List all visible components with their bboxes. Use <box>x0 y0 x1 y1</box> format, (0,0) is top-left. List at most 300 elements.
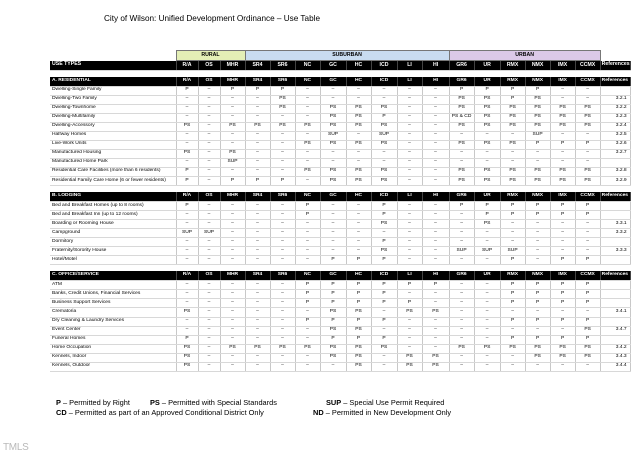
permission-cell: PS <box>295 122 320 131</box>
reference-cell: 3.2.4 <box>600 122 630 131</box>
permission-cell: – <box>575 149 600 158</box>
permission-cell: PS <box>320 167 346 176</box>
use-type-name: Residential Family Care Home (6 or fewer residents) <box>50 176 176 185</box>
permission-cell: P <box>550 281 575 290</box>
permission-cell: PS <box>371 220 397 229</box>
permission-cell: P <box>500 299 525 308</box>
permission-cell: PS <box>525 113 550 122</box>
use-type-name: Bed and Breakfast Inn (up to 12 rooms) <box>50 211 176 220</box>
section-column-label: GC <box>320 77 346 87</box>
permission-cell: P <box>295 290 320 299</box>
permission-cell: – <box>550 326 575 335</box>
permission-cell: – <box>270 362 295 371</box>
permission-cell: – <box>449 299 474 308</box>
legend-ps: PS – Permitted with Special Standards <box>150 398 277 407</box>
permission-cell: – <box>397 211 422 220</box>
permission-cell: – <box>397 247 422 256</box>
permission-cell: – <box>449 290 474 299</box>
section-column-label: CCMX <box>575 77 600 87</box>
permission-cell: – <box>422 140 449 149</box>
permission-cell: P <box>270 176 295 185</box>
permission-cell: PS <box>525 122 550 131</box>
permission-cell: P <box>176 176 198 185</box>
permission-cell: – <box>245 353 270 362</box>
permission-cell: – <box>474 149 500 158</box>
permission-cell: P <box>550 211 575 220</box>
table-row <box>50 299 630 308</box>
permission-cell: – <box>422 326 449 335</box>
section-references-label: References <box>600 77 630 87</box>
permission-cell: PS <box>320 344 346 353</box>
permission-cell: – <box>270 247 295 256</box>
permission-cell: – <box>449 220 474 229</box>
permission-cell: – <box>371 149 397 158</box>
permission-cell: – <box>176 290 198 299</box>
permission-cell: – <box>346 149 371 158</box>
permission-cell: – <box>525 308 550 317</box>
permission-cell: PS <box>449 104 474 113</box>
use-type-name: Fraternity/Sorority House <box>50 247 176 256</box>
section-column-label: UR <box>474 192 500 202</box>
permission-cell: – <box>397 238 422 247</box>
group-urban: URBAN <box>449 51 600 61</box>
permission-cell: – <box>422 220 449 229</box>
permission-cell: – <box>371 353 397 362</box>
section-column-label: NC <box>295 77 320 87</box>
permission-cell: PS <box>474 104 500 113</box>
permission-cell: PS <box>320 140 346 149</box>
table-row <box>50 113 630 122</box>
section-column-label: NMX <box>525 271 550 281</box>
permission-cell: – <box>198 140 220 149</box>
use-type-name: Dwelling-Accessory <box>50 122 176 131</box>
permission-cell: – <box>422 211 449 220</box>
permission-cell: PS <box>346 104 371 113</box>
section-column-label: LI <box>397 77 422 87</box>
permission-cell: – <box>176 113 198 122</box>
permission-cell: – <box>422 176 449 185</box>
section-column-label: RMX <box>500 271 525 281</box>
section-column-label: SR6 <box>270 77 295 87</box>
permission-cell: – <box>176 140 198 149</box>
permission-cell: – <box>371 308 397 317</box>
permission-cell: – <box>422 238 449 247</box>
permission-cell: – <box>176 281 198 290</box>
permission-cell: PS <box>449 167 474 176</box>
use-type-name: Manufactured Housing <box>50 149 176 158</box>
permission-cell: SUP <box>371 131 397 140</box>
permission-cell: – <box>397 104 422 113</box>
permission-cell: PS <box>371 247 397 256</box>
permission-cell: – <box>270 131 295 140</box>
permission-cell: P <box>550 317 575 326</box>
section-column-label: RMX <box>500 192 525 202</box>
permission-cell: – <box>295 158 320 167</box>
permission-cell: – <box>422 86 449 95</box>
section-header-row <box>50 271 630 281</box>
table-row <box>50 344 630 353</box>
permission-cell: SUP <box>500 247 525 256</box>
permission-cell: – <box>449 158 474 167</box>
permission-cell: PS <box>220 122 245 131</box>
section-title: A. RESIDENTIAL <box>50 77 176 87</box>
permission-cell: – <box>245 95 270 104</box>
section-column-label: HI <box>422 77 449 87</box>
permission-cell: P <box>525 290 550 299</box>
column-header: LI <box>397 61 422 71</box>
permission-cell: PS <box>346 353 371 362</box>
permission-cell: – <box>176 158 198 167</box>
permission-cell: P <box>575 335 600 344</box>
permission-cell: P <box>176 335 198 344</box>
permission-cell: – <box>220 211 245 220</box>
use-type-name: Halfway Homes <box>50 131 176 140</box>
permission-cell: – <box>198 122 220 131</box>
permission-cell: – <box>270 220 295 229</box>
table-row <box>50 335 630 344</box>
permission-cell: – <box>422 344 449 353</box>
section-column-label: GR6 <box>449 192 474 202</box>
permission-cell: – <box>220 220 245 229</box>
column-header-references: References <box>600 61 630 71</box>
permission-cell: PS <box>500 122 525 131</box>
section-column-label: R/A <box>176 192 198 202</box>
permission-cell: – <box>295 113 320 122</box>
permission-cell: P <box>176 167 198 176</box>
permission-cell: P <box>295 202 320 211</box>
permission-cell: PS <box>320 308 346 317</box>
permission-cell: P <box>422 281 449 290</box>
use-type-name: Dwelling-Townhome <box>50 104 176 113</box>
section-column-label: GC <box>320 192 346 202</box>
column-header: OS <box>198 61 220 71</box>
permission-cell: – <box>295 95 320 104</box>
permission-cell: PS <box>397 308 422 317</box>
reference-cell <box>600 281 630 290</box>
permission-cell: – <box>295 131 320 140</box>
permission-cell: – <box>422 290 449 299</box>
permission-cell: – <box>220 167 245 176</box>
column-header: SR6 <box>270 61 295 71</box>
permission-cell: PS <box>474 122 500 131</box>
section-column-label: RMX <box>500 77 525 87</box>
permission-cell: – <box>295 238 320 247</box>
section-column-label: SR6 <box>270 271 295 281</box>
permission-cell: PS <box>550 113 575 122</box>
reference-cell <box>600 202 630 211</box>
section-column-label: OS <box>198 192 220 202</box>
permission-cell: P <box>245 176 270 185</box>
permission-cell: – <box>397 344 422 353</box>
permission-cell: P <box>346 256 371 265</box>
permission-cell: – <box>198 362 220 371</box>
permission-cell: PS <box>525 344 550 353</box>
permission-cell: – <box>220 353 245 362</box>
permission-cell: – <box>198 131 220 140</box>
table-row <box>50 247 630 256</box>
permission-cell: P <box>500 317 525 326</box>
permission-cell: – <box>270 167 295 176</box>
permission-cell: – <box>449 362 474 371</box>
permission-cell: – <box>575 220 600 229</box>
permission-cell: – <box>245 238 270 247</box>
permission-cell: SUP <box>449 247 474 256</box>
permission-cell: – <box>270 202 295 211</box>
use-type-name: Dwelling-Single Family <box>50 86 176 95</box>
section-column-label: SR4 <box>245 192 270 202</box>
permission-cell: – <box>198 176 220 185</box>
permission-cell: – <box>270 238 295 247</box>
permission-cell: – <box>397 220 422 229</box>
permission-cell: – <box>575 86 600 95</box>
group-rural: RURAL <box>176 51 245 61</box>
permission-cell: – <box>295 256 320 265</box>
permission-cell: PS <box>320 326 346 335</box>
section-column-label: SR4 <box>245 77 270 87</box>
permission-cell: – <box>397 149 422 158</box>
permission-cell: – <box>474 229 500 238</box>
permission-cell: P <box>500 86 525 95</box>
permission-cell: – <box>220 113 245 122</box>
permission-cell: – <box>320 211 346 220</box>
reference-cell <box>600 256 630 265</box>
use-type-name: Bed and Breakfast Homes (up to 8 rooms) <box>50 202 176 211</box>
permission-cell: PS <box>500 176 525 185</box>
permission-cell: P <box>575 202 600 211</box>
permission-cell: P <box>397 299 422 308</box>
permission-cell: – <box>176 326 198 335</box>
group-spacer <box>50 51 176 61</box>
column-header: CCMX <box>575 61 600 71</box>
permission-cell: PS <box>176 308 198 317</box>
permission-cell: – <box>245 317 270 326</box>
table-row <box>50 326 630 335</box>
permission-cell: PS <box>474 220 500 229</box>
permission-cell: PS <box>500 104 525 113</box>
permission-cell: – <box>176 238 198 247</box>
permission-cell: PS <box>575 122 600 131</box>
permission-cell: P <box>500 290 525 299</box>
reference-cell: 3.2.2 <box>600 104 630 113</box>
permission-cell: PS <box>346 308 371 317</box>
permission-cell: – <box>397 158 422 167</box>
permission-cell: – <box>220 256 245 265</box>
permission-cell: – <box>245 131 270 140</box>
permission-cell: P <box>295 317 320 326</box>
reference-cell: 3.4.2 <box>600 344 630 353</box>
permission-cell: P <box>371 238 397 247</box>
permission-cell: – <box>575 308 600 317</box>
permission-cell: P <box>550 202 575 211</box>
section-column-label: OS <box>198 271 220 281</box>
table-row <box>50 362 630 371</box>
reference-cell: 3.3.1 <box>600 220 630 229</box>
table-row <box>50 158 630 167</box>
permission-cell: PS <box>575 113 600 122</box>
permission-cell: PS <box>270 104 295 113</box>
permission-cell: – <box>575 95 600 104</box>
permission-cell: – <box>220 238 245 247</box>
permission-cell: – <box>397 140 422 149</box>
permission-cell: PS <box>320 122 346 131</box>
permission-cell: – <box>422 256 449 265</box>
permission-cell: – <box>500 353 525 362</box>
permission-cell: P <box>500 95 525 104</box>
table-row <box>50 238 630 247</box>
permission-cell: P <box>295 299 320 308</box>
permission-cell: PS <box>270 344 295 353</box>
permission-cell: P <box>575 299 600 308</box>
permission-cell: PS <box>422 353 449 362</box>
permission-cell: – <box>397 317 422 326</box>
permission-cell: – <box>245 290 270 299</box>
permission-cell: – <box>474 299 500 308</box>
permission-cell: – <box>270 317 295 326</box>
permission-cell: P <box>346 317 371 326</box>
permission-cell: – <box>245 167 270 176</box>
permission-cell: – <box>245 335 270 344</box>
permission-cell: – <box>220 317 245 326</box>
permission-cell: P <box>575 281 600 290</box>
permission-cell: – <box>198 317 220 326</box>
permission-cell: PS <box>449 344 474 353</box>
permission-cell: P <box>220 176 245 185</box>
permission-cell: – <box>449 238 474 247</box>
section-header-row <box>50 192 630 202</box>
permission-cell: – <box>198 335 220 344</box>
use-type-name: Business Support Services <box>50 299 176 308</box>
permission-cell: – <box>270 290 295 299</box>
reference-cell: 3.2.3 <box>600 113 630 122</box>
permission-cell: P <box>371 317 397 326</box>
permission-cell: – <box>245 104 270 113</box>
permission-cell: PS <box>176 362 198 371</box>
section-column-label: SR4 <box>245 271 270 281</box>
column-header: SR4 <box>245 61 270 71</box>
table-row <box>50 353 630 362</box>
permission-cell: P <box>320 290 346 299</box>
permission-cell: – <box>320 229 346 238</box>
permission-cell: PS <box>575 104 600 113</box>
permission-cell: PS <box>474 140 500 149</box>
permission-cell: – <box>550 238 575 247</box>
section-column-label: HI <box>422 271 449 281</box>
permission-cell: – <box>500 131 525 140</box>
permission-cell: – <box>245 299 270 308</box>
permission-cell: PS <box>550 176 575 185</box>
permission-cell: PS <box>220 344 245 353</box>
permission-cell: – <box>422 317 449 326</box>
permission-cell: – <box>550 308 575 317</box>
permission-cell: – <box>176 95 198 104</box>
permission-cell: – <box>320 220 346 229</box>
permission-cell: PS <box>500 167 525 176</box>
permission-cell: – <box>575 247 600 256</box>
reference-cell <box>600 335 630 344</box>
permission-cell: – <box>449 353 474 362</box>
permission-cell: – <box>550 131 575 140</box>
permission-cell: – <box>449 326 474 335</box>
permission-cell: – <box>346 86 371 95</box>
permission-cell: – <box>346 211 371 220</box>
use-type-name: Boarding or Rooming House <box>50 220 176 229</box>
permission-cell: PS <box>346 362 371 371</box>
permission-cell: – <box>371 86 397 95</box>
section-column-label: NMX <box>525 192 550 202</box>
section-column-label: ICD <box>371 77 397 87</box>
permission-cell: – <box>245 256 270 265</box>
use-type-name: Campground <box>50 229 176 238</box>
permission-cell: – <box>575 238 600 247</box>
reference-cell: 3.2.9 <box>600 176 630 185</box>
permission-cell: – <box>346 220 371 229</box>
permission-cell: P <box>550 140 575 149</box>
permission-cell: PS <box>295 167 320 176</box>
use-type-name: Dry Cleaning & Laundry Services <box>50 317 176 326</box>
permission-cell: P <box>525 317 550 326</box>
permission-cell: P <box>320 281 346 290</box>
permission-cell: PS <box>245 344 270 353</box>
permission-cell: – <box>270 326 295 335</box>
permission-cell: PS & CD <box>449 113 474 122</box>
permission-cell: – <box>422 122 449 131</box>
permission-cell: – <box>245 158 270 167</box>
section-column-label: ICD <box>371 192 397 202</box>
table-row <box>50 122 630 131</box>
reference-cell <box>600 238 630 247</box>
permission-cell: P <box>371 335 397 344</box>
permission-cell: – <box>320 202 346 211</box>
permission-cell: P <box>320 317 346 326</box>
reference-cell <box>600 317 630 326</box>
permission-cell: PS <box>346 140 371 149</box>
permission-cell: – <box>422 247 449 256</box>
permission-cell: P <box>575 140 600 149</box>
section-column-label: IMX <box>550 271 575 281</box>
permission-cell: – <box>270 353 295 362</box>
permission-cell: – <box>295 362 320 371</box>
permission-cell: – <box>550 220 575 229</box>
permission-cell: – <box>449 229 474 238</box>
permission-cell: – <box>295 308 320 317</box>
use-type-name: Dormitory <box>50 238 176 247</box>
use-type-name: Manufactured Home Park <box>50 158 176 167</box>
permission-cell: P <box>346 299 371 308</box>
permission-cell: – <box>449 281 474 290</box>
permission-cell: P <box>550 256 575 265</box>
permission-cell: – <box>220 131 245 140</box>
permission-cell: – <box>474 290 500 299</box>
permission-cell: – <box>198 281 220 290</box>
permission-cell: – <box>449 131 474 140</box>
reference-cell: 3.4.7 <box>600 326 630 335</box>
permission-cell: – <box>575 229 600 238</box>
permission-cell: PS <box>500 113 525 122</box>
permission-cell: P <box>500 281 525 290</box>
permission-cell: – <box>245 247 270 256</box>
permission-cell: P <box>550 335 575 344</box>
permission-cell: – <box>245 308 270 317</box>
column-header: R/A <box>176 61 198 71</box>
permission-cell: – <box>198 238 220 247</box>
permission-cell: – <box>176 220 198 229</box>
permission-cell: – <box>270 229 295 238</box>
permission-cell: – <box>550 95 575 104</box>
permission-cell: – <box>295 353 320 362</box>
column-header: IMX <box>550 61 575 71</box>
permission-cell: PS <box>550 122 575 131</box>
permission-cell: PS <box>525 176 550 185</box>
